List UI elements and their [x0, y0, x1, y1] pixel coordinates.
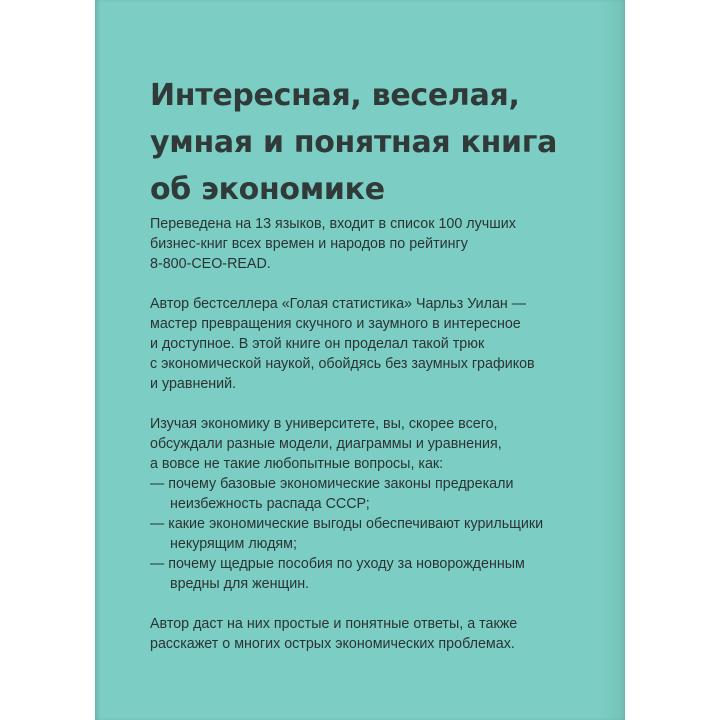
text-line: и уравнений. [150, 376, 237, 392]
text-line: Автор бестселлера «Голая статистика» Чарльз Уилан — [150, 296, 527, 312]
text-line: с экономической наукой, обойдясь без заумных графиков [150, 356, 535, 372]
text-line: и доступное. В этой книге он проделал такой трюк [150, 336, 485, 352]
text-line: Переведена на 13 языков, входит в список 100 лучших [150, 216, 516, 232]
headline-line-3: об экономике [150, 172, 385, 207]
list-item: — почему базовые экономические законы предрекали [150, 476, 514, 492]
text-line: расскажет о многих острых экономических проблемах. [150, 636, 515, 652]
list-item: — какие экономические выгоды обеспечивают курильщики [150, 516, 544, 532]
paragraph-questions [150, 414, 560, 594]
text-line: 8-800-CEO-READ. [150, 256, 271, 272]
headline-line-1: Интересная, веселая, [150, 78, 520, 113]
headline-line-2: умная и понятная книга [150, 125, 558, 160]
list-item-continuation: неизбежность распада СССР; [170, 496, 370, 512]
blurb [150, 214, 560, 674]
paragraph-author [150, 294, 560, 394]
spine-shadow [95, 0, 101, 720]
text-line: а вовсе не такие любопытные вопросы, как: [150, 456, 444, 472]
text-line: обсуждали разные модели, диаграммы и уравнения, [150, 436, 502, 452]
text-line: мастер превращения скучного и заумного в интересное [150, 316, 521, 332]
text-line: бизнес-книг всех времен и народов по рейтингу [150, 236, 468, 252]
paragraph-translations [150, 214, 560, 274]
cover-headline [150, 72, 590, 213]
text-line: Автор даст на них простые и понятные ответы, а также [150, 616, 518, 632]
list-item-continuation: некурящим людям; [170, 536, 297, 552]
list-item: — почему щедрые пособия по уходу за новорожденным [150, 556, 525, 572]
text-line: Изучая экономику в университете, вы, скорее всего, [150, 416, 498, 432]
paragraph-conclusion [150, 614, 560, 654]
list-item-continuation: вредны для женщин. [170, 576, 310, 592]
cover-right-edge [600, 0, 625, 720]
